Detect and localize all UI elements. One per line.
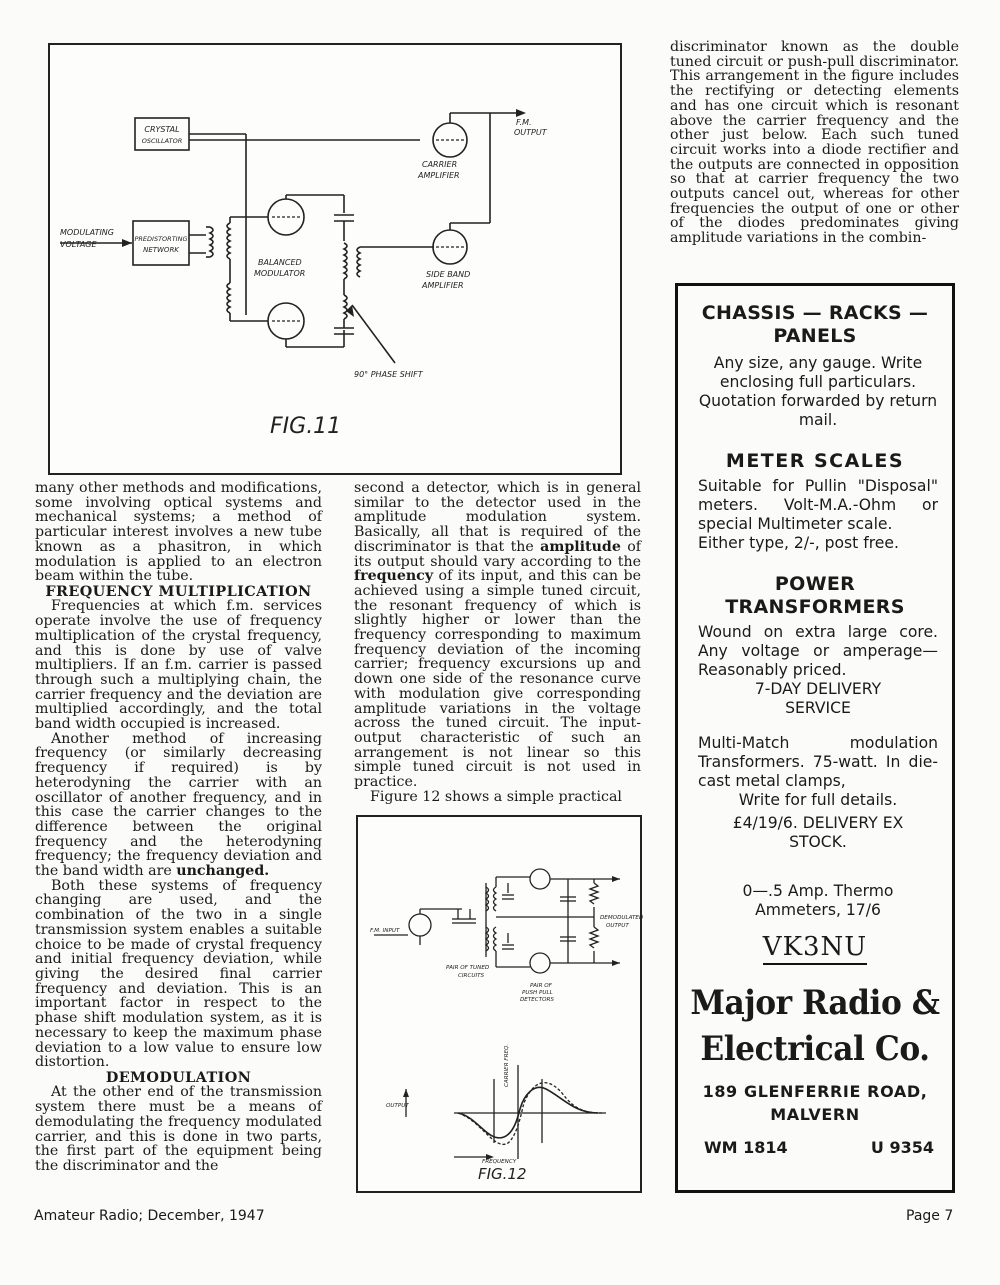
ad-company-name-2: Electrical Co. (700, 1029, 930, 1069)
fig11-label-modv-1: MODULATING (60, 228, 114, 237)
col1-paragraph-4: Both these systems of frequency changing are used, and the combination of the two in a single transmission system enables a suitable choice to be made of crystal frequency and initial frequency deviation, while giving the desired final carrier frequency and deviation. This is an important factor in respect to the phase shift modulation system, as it is necessary to keep the maximum phase deviation to a low value to ensure low distortion. (35, 877, 322, 1071)
ad-text-meter-scales: Suitable for Pullin "Disposal" meters. Volt-M.A.-Ohm or special Multimeter scale. (698, 477, 938, 533)
ad-text-ammeters-1: 0—.5 Amp. Thermo (742, 882, 894, 900)
fig11-label-bal-2: MODULATOR (254, 269, 306, 278)
ad-text-meter-price: Either type, 2/-, post free. (698, 534, 899, 552)
fig11-schematic (50, 45, 624, 477)
ad-text-write: Write for full details. (738, 791, 898, 809)
fig12-caption: FIG.12 (478, 1165, 527, 1183)
heading-demodulation: DEMODULATION (105, 1068, 252, 1086)
col2-paragraph-2: Figure 12 shows a simple practical (370, 788, 622, 805)
ad-heading-chassis: CHASSIS — RACKS — (701, 302, 929, 324)
fig11-label-side-2: AMPLIFIER (422, 281, 464, 290)
ad-text-multimatch: Multi-Match modulation Transformers. 75-watt. In die-cast metal clamps, (698, 734, 938, 790)
col2-p1-bold-frequency: frequency (354, 568, 434, 585)
col1-paragraph-5: At the other end of the transmission system there must be a means of demodulating the frequency modulated carrier, and this is done in two parts, the first part of the equipment being the discriminator and the (35, 1084, 322, 1174)
fig11-label-crystal-1: CRYSTAL (144, 125, 180, 134)
ad-callsign: VK3NU (763, 932, 867, 965)
fig11-label-carr-1: CARRIER (422, 160, 458, 169)
fig11-label-modv-2: VOLTAGE (60, 240, 97, 249)
fig11-label-carr-2: AMPLIFIER (418, 171, 460, 180)
fig12-label-frequency: FREQUENCY (482, 1159, 517, 1165)
ad-text-stock: STOCK. (789, 833, 847, 851)
col1-p3-text: Another method of increasing frequency (or similarly decreasing frequency if required) is by heterodyning the carrier with an oscillator of another frequency, and in this case the carrier changes to the difference between the original frequency and the heterodyning frequency; the frequency deviation and the band width are (35, 730, 322, 880)
col1-paragraph-3 (35, 732, 322, 879)
advertisement-box (675, 283, 955, 1193)
ad-text-transformers: Wound on extra large core. Any voltage or amperage— Reasonably priced. (698, 623, 938, 679)
fig12-label-fm-input: F.M. INPUT (370, 928, 400, 934)
col3-paragraph: discriminator known as the double tuned circuit or push-pull discriminator. This arrangement in the figure includes the rectifying or detecting elements and has one circuit which is resonant above the carrier frequency and the other just below. Each such tuned circuit works into a diode rectifier and the outputs are connected in opposition so that at carrier frequency the two outputs cancel out, whereas for other frequencies the output of one or other of the diodes predominates giving amplitude variations in the combin- (670, 39, 959, 247)
fig11-label-pred-2: NETWORK (143, 246, 179, 254)
figure-11 (48, 43, 622, 475)
heading-frequency-multiplication: FREQUENCY MULTIPLICATION (45, 582, 312, 600)
ad-address-1: 189 GLENFERRIE ROAD, (702, 1082, 928, 1101)
fig11-label-phase: 90° PHASE SHIFT (354, 370, 423, 379)
fig12-label-output: OUTPUT (386, 1103, 409, 1109)
fig12-label-tuned-2: CIRCUITS (458, 973, 485, 979)
ad-phone-1: WM 1814 (704, 1138, 788, 1157)
ad-phone-row (678, 1138, 952, 1157)
col2-p1-text-c: of its output should vary according to the (354, 538, 641, 570)
col2-p1-text-e: of its input, and this can be achieved using a simple tuned circuit, the resonant frequency of which is slightly higher or lower than the frequency corresponding to maximum frequency deviation of the incoming carrier; frequency excursions up and down one side of the resonance curve with modulation give corresponding amplitude variations in the voltage across the tuned circuit. The input-output characteristic of such an arrangement is not linear so this simple tuned circuit is not used in practice. (354, 568, 641, 791)
ad-heading-meter-scales: METER SCALES (725, 450, 905, 472)
ad-heading-panels: PANELS (773, 325, 857, 347)
fig11-label-fm-1: F.M. (516, 118, 532, 127)
ad-text-chassis: Any size, any gauge. Write enclosing full particulars. Quotation forwarded by return mail. (698, 354, 938, 429)
col1-paragraph-1: many other methods and modifications, some involving optical systems and mechanical systems; a method of particular interest involves a new tube known as a phasitron, in which modulation is applied to an electron beam within the tube. (35, 480, 322, 585)
column-1-text (35, 481, 322, 1174)
ad-text-delivery: 7-DAY DELIVERY (754, 680, 882, 698)
fig12-label-demod-2: OUTPUT (606, 923, 629, 929)
ad-heading-power: POWER (774, 573, 856, 595)
fig12-label-tuned-1: PAIR OF TUNED (446, 965, 490, 971)
fig12-label-demod-1: DEMODULATED (600, 915, 644, 921)
ad-address-2: MALVERN (770, 1105, 860, 1124)
col1-paragraph-2: Frequencies at which f.m. services operate involve the use of frequency multiplication of the crystal frequency, and this is done by use of valve multipliers. If an f.m. carrier is passed through such a multiplying chain, the carrier frequency and the deviation are multiplied accordingly, and the total band width occupied is increased. (35, 598, 322, 733)
figure-12 (356, 815, 642, 1193)
fig11-label-bal-1: BALANCED (258, 258, 302, 267)
col2-paragraph-1 (354, 481, 641, 790)
column-2-text (354, 481, 641, 804)
footer-publication: Amateur Radio; December, 1947 (34, 1208, 265, 1224)
ad-company-name-1: Major Radio & (690, 983, 940, 1023)
ad-phone-2: U 9354 (870, 1138, 934, 1157)
fig11-label-side-1: SIDE BAND (426, 270, 471, 279)
col2-p1-text-a: second a detector, which is in general similar to the detector used in the amplitude modulation system. Basically, all that is required of the discriminator is that the (354, 480, 641, 555)
column-3-text (670, 40, 959, 246)
ad-text-price: £4/19/6. DELIVERY EX (732, 814, 904, 832)
fig11-caption: FIG.11 (270, 414, 342, 439)
fig12-label-push-3: DETECTORS (520, 997, 554, 1003)
fig12-label-push-1: PAIR OF (530, 983, 552, 989)
fig11-label-crystal-2: OSCILLATOR (141, 137, 183, 145)
ad-callsign-wrap (678, 932, 952, 962)
fig12-label-carrier-freq: CARRIER FREQ. (504, 1043, 510, 1087)
col2-p1-bold-amplitude: amplitude (540, 538, 621, 555)
ad-text-ammeters-2: Ammeters, 17/6 (755, 901, 881, 919)
footer-page-number: Page 7 (906, 1208, 954, 1224)
col1-p3-bold: unchanged. (176, 863, 270, 880)
fig12-label-push-2: PUSH PULL (522, 990, 553, 996)
fig12-schematic (358, 817, 644, 1195)
fig11-label-pred-1: PREDISTORTING (134, 235, 188, 243)
ad-heading-transformers: TRANSFORMERS (725, 596, 905, 618)
fig11-label-fm-2: OUTPUT (514, 128, 547, 137)
ad-text-service: SERVICE (785, 699, 851, 717)
